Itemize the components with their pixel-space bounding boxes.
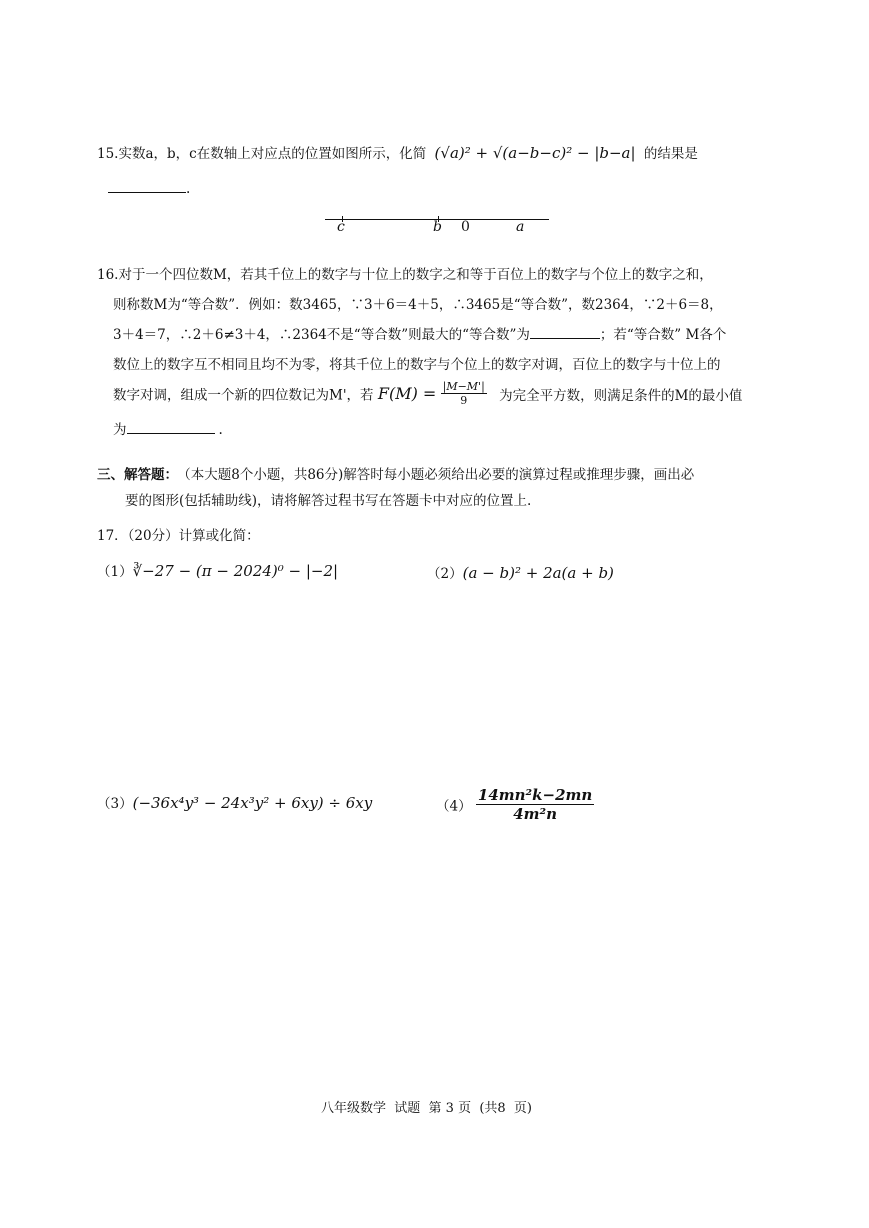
q17-part2 (427, 562, 614, 582)
q16-line5-rest: 为完全平方数，则满足条件的M的最小值 (499, 387, 743, 404)
q17-p3-label: （3） (97, 796, 133, 812)
q16-line5 (113, 380, 742, 407)
q16-line3-text: 3＋4＝7，∴2＋6≠3＋4，∴2364不是“等合数”则最大的“等合数” (113, 327, 517, 343)
q16-line4: 数位上的数字互不相同且均不为零，将其千位上的数字与个位上的数字对调，百位上的数字与十位上的 (113, 357, 721, 373)
q15-expression: (√a)² + √(a−b−c)² − |b−a| (434, 144, 636, 162)
section3-text1: （本大题8个小题，共86分)解答时每小题必须给出必要的演算过程或推理步骤，画出必 (184, 467, 695, 483)
q16-f-lhs: F(M) = (377, 384, 437, 403)
q16-line6 (113, 418, 223, 438)
q17-p4-numerator: 14mn²k−2mn (477, 786, 593, 804)
q16-line3 (113, 323, 726, 343)
q17-part3 (97, 792, 372, 812)
q17-p4-fraction (476, 786, 594, 823)
q15-end: . (186, 181, 191, 197)
q16-line5-text: 数字对调，组成一个新的四位数记为M'，若 (113, 387, 374, 404)
q16-fraction-denominator: 9 (460, 394, 468, 407)
q15-prefix: 15.实数a，b，c在数轴上对应点的位置如图所示，化简 (97, 146, 427, 162)
q16-fraction (441, 380, 487, 407)
q17-p1-expression: ∛−27 − (π − 2024)⁰ − |−2| (132, 562, 339, 580)
q16-line6-end: . (218, 422, 223, 438)
q16-line6-wei: 为 (113, 422, 127, 438)
label-a: a (516, 219, 525, 235)
q15-answer-blank[interactable] (108, 178, 186, 193)
label-b: b (433, 219, 442, 235)
q17-header: 17．（20分）计算或化简： (97, 528, 260, 544)
q16-line3-wei: 为 (516, 327, 530, 343)
q17-part4 (436, 786, 594, 823)
q17-p2-expression: (a − b)² + 2a(a + b) (462, 564, 614, 582)
q17-p4-denominator: 4m²n (513, 805, 557, 823)
section3-title: 三、解答题： (97, 467, 178, 483)
section3-line2: 要的图形(包括辅助线)，请将解答过程书写在答题卡中对应的位置上. (125, 493, 532, 509)
q16-blank1[interactable] (530, 324, 600, 339)
q16-line3-rest: ；若“等合数” M各个 (599, 327, 727, 343)
page-footer: 八年级数学 试题 第 3 页 (共8 页) (321, 1101, 533, 1116)
q17-p3-expression: (−36x⁴y³ − 24x³y² + 6xy) ÷ 6xy (132, 794, 373, 812)
label-zero: 0 (461, 219, 470, 235)
label-c: c (337, 219, 345, 235)
q17-p2-label: （2） (427, 566, 463, 582)
q16-blank2[interactable] (127, 419, 215, 434)
q15-line (97, 142, 698, 162)
q17-part1 (97, 560, 338, 580)
section3-line1 (97, 463, 694, 483)
q16-line1: 16.对于一个四位数M，若其千位上的数字与十位上的数字之和等于百位上的数字与个位上的数字之和， (97, 267, 713, 283)
q16-line2: 则称数M为“等合数”．例如：数3465，∵3＋6＝4＋5，∴3465是“等合数”，数2364，∵2＋6＝8， (113, 297, 723, 313)
q17-p4-label: （4） (436, 798, 472, 815)
q16-fraction-numerator: |M−M'| (442, 380, 485, 393)
q17-p1-label: （1） (97, 564, 133, 580)
q15-answer-line (108, 178, 190, 197)
q15-suffix: 的结果是 (643, 146, 698, 162)
